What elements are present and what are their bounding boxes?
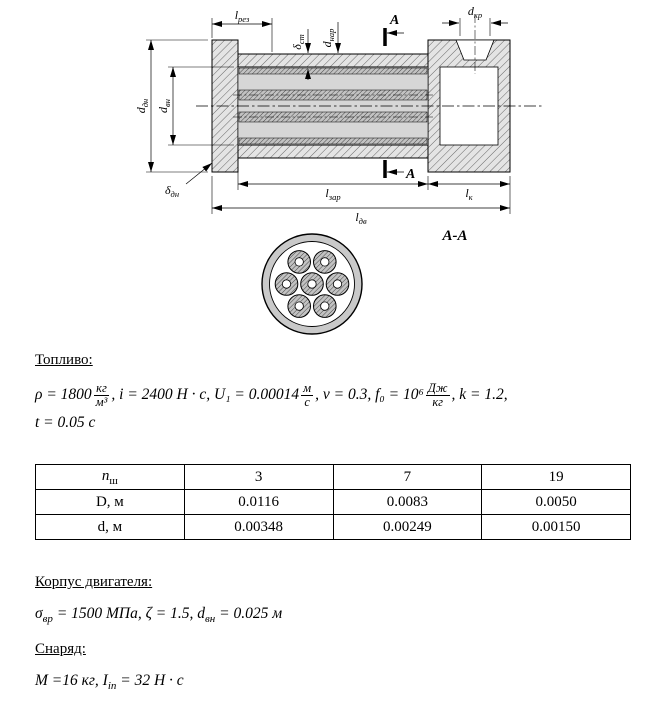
fuel-formula-line2: t = 0.05 с (35, 414, 96, 432)
grain-tube (288, 295, 311, 318)
table-cell: d, м (36, 515, 185, 540)
fraction-j-kg: $\frac{Дж}{кг}$ (427, 381, 448, 410)
label-delta-dn: $\delta_{дн}$ (164, 183, 180, 199)
section-mark-bottom: А (406, 167, 416, 182)
formula-segment: , i = 2400 Н · с, U₁ = 0.00014 (111, 386, 300, 404)
formula-subscript: in (107, 680, 117, 693)
grain-tube (314, 295, 337, 318)
formula-segment: = 32 Н · с (116, 672, 184, 690)
table-row-d (36, 515, 631, 540)
table-cell: 0.0116 (184, 490, 333, 515)
label-d-dn: $d_{дн}$ (134, 98, 150, 114)
grain-tube (301, 273, 324, 296)
projectile-heading: Снаряд: (35, 641, 86, 658)
grain-tube (275, 273, 298, 296)
fuel-formula-line1 (35, 382, 631, 409)
grain-tube (288, 251, 311, 274)
formula-segment: I (102, 672, 108, 690)
table-header-19: 19 (482, 465, 631, 490)
document-content (0, 352, 666, 694)
label-d-nar: $d_{нар}$ (320, 28, 336, 48)
label-l-zar: $l_{зар}$ (325, 186, 341, 202)
formula-segment: = 0.025 м (215, 605, 283, 623)
label-l-rez: $l_{рез}$ (234, 8, 250, 24)
fraction-m-s: $\frac{м}{с}$ (303, 381, 312, 410)
table-header-3: 3 (184, 465, 333, 490)
label-d-vn: $d_{вн}$ (156, 99, 172, 113)
longitudinal-section (196, 14, 542, 172)
grain-dimensions-table (35, 464, 631, 540)
label-d-kr: $d_{кр}$ (467, 4, 483, 20)
section-view-label: А-А (442, 228, 468, 244)
formula-segment: , ν = 0.3, f₀ = 10⁶ (315, 386, 424, 404)
table-cell: D, м (36, 490, 185, 515)
label-delta-st: $\delta_{ст}$ (290, 34, 306, 50)
table-cell: 0.0083 (333, 490, 482, 515)
formula-segment: ρ = 1800 (35, 386, 92, 404)
table-header-row (36, 465, 631, 490)
formula-subscript: вр (42, 613, 53, 626)
projectile-formula (35, 671, 631, 694)
section-mark-top: А (390, 13, 400, 28)
engine-drawing (0, 0, 666, 338)
grain-tube (314, 251, 337, 274)
table-header-7: 7 (333, 465, 482, 490)
formula-subscript: вн (205, 613, 216, 626)
formula-segment: M =16 кг, (35, 672, 103, 690)
formula-segment: = 1500 МПа, ζ = 1.5, d (52, 605, 205, 623)
formula-segment: , k = 1.2, (451, 386, 508, 404)
label-l-dv: $l_{дв}$ (355, 210, 367, 226)
table-cell: 0.00249 (333, 515, 482, 540)
table-cell: 0.00348 (184, 515, 333, 540)
label-l-k: $l_к$ (465, 186, 473, 202)
fraction-kg-m3: $\frac{кг}{\text{м³}}$ (95, 381, 108, 410)
formula-segment: σ (35, 605, 43, 623)
table-cell: 0.0050 (482, 490, 631, 515)
fuel-heading: Топливо: (35, 352, 93, 368)
engine-body-formula (35, 604, 631, 627)
cross-section-view (262, 228, 468, 334)
table-cell: 0.00150 (482, 515, 631, 540)
table-row-D (36, 490, 631, 515)
table-header-n-sh: $n_ш$ (36, 465, 185, 490)
grain-tube (326, 273, 349, 296)
engine-body-heading: Корпус двигателя: (35, 574, 153, 591)
